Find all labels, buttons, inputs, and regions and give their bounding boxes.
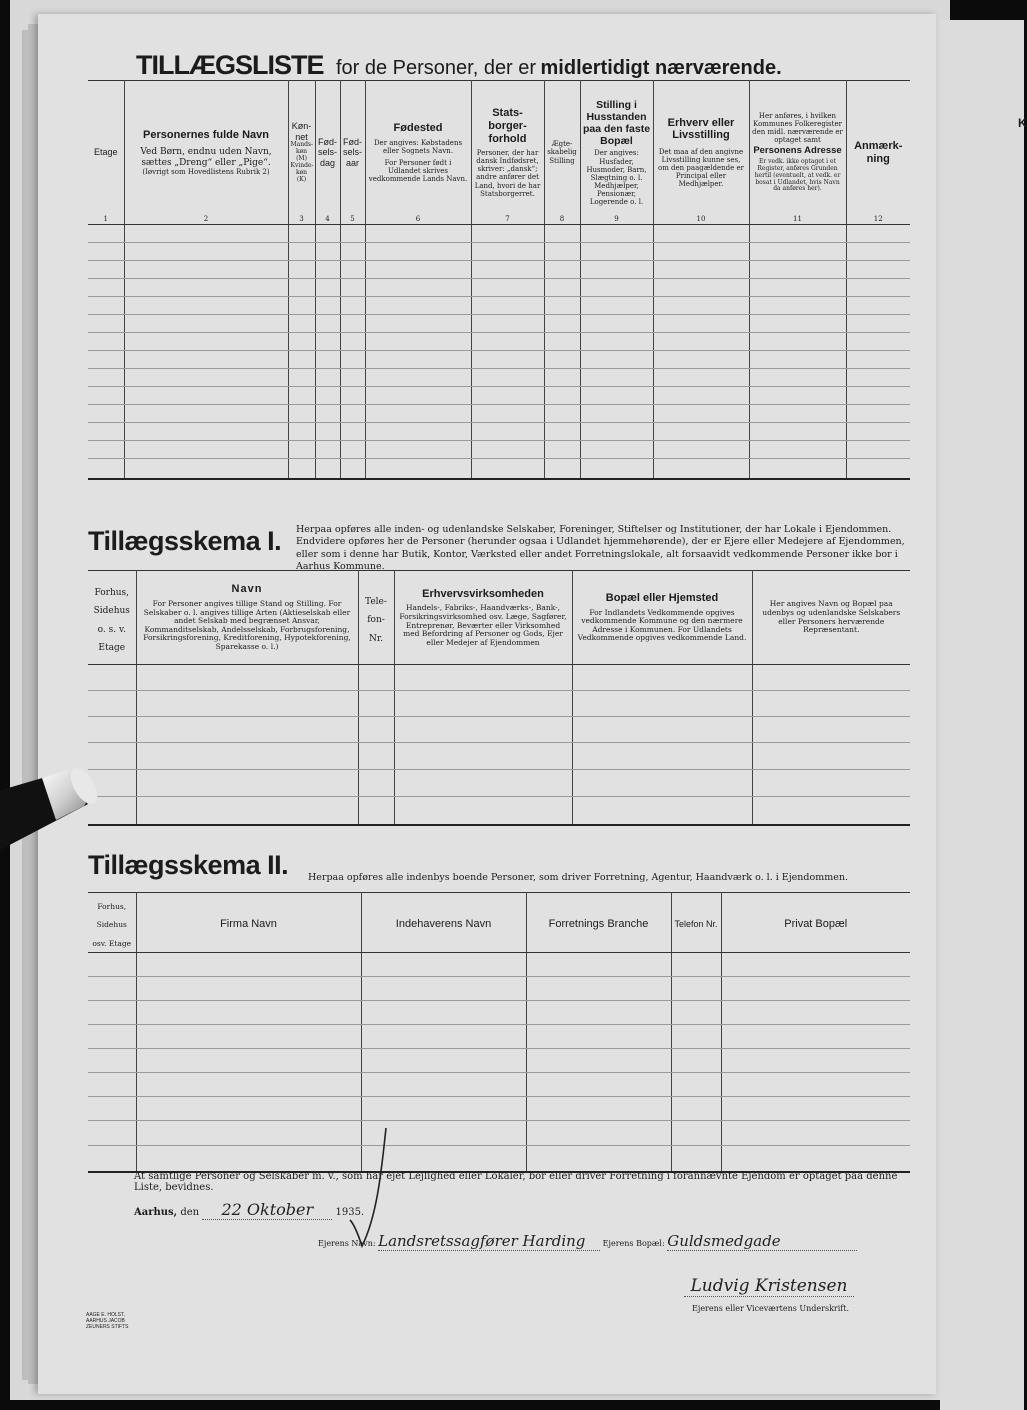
skema2-title: Tillægsskema II. <box>88 850 289 880</box>
col-adresse: Her anføres, i hvilken Kommunes Folkeregister den midl. nærværende er optaget samt Personens Adresse Er vedk. ikke optaget i et Register, anføres Grunden hertil (eventuelt, at vedk. er bosat i Udlandet, hvis Navn da anføres her). 11 <box>749 81 846 225</box>
title-mid: for de Personer, der er <box>335 57 537 79</box>
pen-icon <box>0 740 130 890</box>
s2-col-firma: Firma Navn <box>136 893 361 953</box>
s1-col-navn: Navn For Personer angives tillige Stand og Stilling. For Selskaber o. l. angives tillige Arten (Aktieselskab eller andet Selskab med begrænset Ansvar, Kommanditselskab, Andelsselskab, Forbrugsforening, Forsikringsforening, Kreditforening, Hypotekforening, Sparekasse o. l.) <box>136 571 358 665</box>
col-fodselsaar: Fød-sels-aar 5 <box>340 81 365 225</box>
s2-col-branche: Forretnings Branche <box>526 893 671 953</box>
year-label: 1935. <box>335 1207 365 1218</box>
owner-address-label: Ejerens Bopæl: <box>602 1239 665 1248</box>
col-fodested: Fødested Der angives: Købstadens eller Sognets Navn. For Personer født i Udlandet skrives vedkommende Lands Navn. 6 <box>365 81 471 225</box>
title-main: TILLÆGSLISTE <box>136 50 324 80</box>
skema2-description: Herpaa opføres alle indenbys boende Personer, som driver Forretning, Agentur, Haandværk o. l. i Ejendommen. <box>308 872 848 883</box>
attestation-text: At samtlige Personer og Selskaber m. v., som har ejet Lejlighed eller Lokaler, bor eller driver Forretning i forannævnte Ejendom er optaget paa denne Liste, bevidnes. <box>134 1171 898 1193</box>
s1-col-telefon: Tele-fon-Nr. <box>358 571 394 665</box>
skema1-title: Tillægsskema I. <box>88 526 282 556</box>
skema1-description: Herpaa opføres alle inden- og udenlandske Selskaber, Foreninger, Stiftelser og Institutioner, der har Lokale i Ejendommen. Endvidere opføres her de Personer (herunder ogsaa i Udlandet hjemmehørende), der er Ejere eller Medejere af Ejendommen, eller som i denne har Butik, Kontor, Værksted eller andet Forretningslokale, alt forsaavidt vedkommende Personer ikke bor i Aarhus Kommune. <box>296 524 905 573</box>
den-label: den <box>180 1207 200 1218</box>
right-page-letter: K <box>1018 116 1027 130</box>
col-etage: Etage 1 <box>88 81 124 225</box>
col-aegteskab: Ægte-skabelig Stilling 8 <box>544 81 580 225</box>
col-erhverv: Erhverv eller Livsstilling Det maa af den angivne Livsstilling kunne ses, om den paagældende er Principal eller Medhjælper. 10 <box>653 81 749 225</box>
signature-handwritten: Ludvig Kristensen <box>690 1276 848 1296</box>
signature-label: Ejerens eller Viceværtens Underskrift. <box>692 1304 850 1313</box>
s2-col-telefon: Telefon Nr. <box>671 893 721 953</box>
skema2-table <box>88 892 910 1173</box>
s1-col-bopael: Bopæl eller Hjemsted For Indlandets Vedkommende opgives vedkommende Kommune og den nærmere Adresse i Kommunen. For Udlandets Vedkommende opgives vedkommende Land. <box>572 571 752 665</box>
col-stilling: Stilling i Husstanden paa den faste Bopæl Der angives: Husfader, Husmoder, Barn, Slægtning o. l. Medhjælper, Pensionær, Logerende o. l. 9 <box>580 81 653 225</box>
title-end: midlertidigt nærværende. <box>540 57 782 79</box>
owner-name-handwritten: Landsretssagfører Harding <box>378 1232 586 1250</box>
col-anmaerkning: Anmærk-ning 12 <box>846 81 910 225</box>
owner-name-field <box>378 1232 600 1251</box>
skema1-table <box>88 570 910 826</box>
col-navn: Personernes fulde Navn Ved Børn, endnu uden Navn, sættes „Dreng“ eller „Pige“. (Iøvrigt som Hovedlistens Rubrik 2) 2 <box>124 81 288 225</box>
owner-name-line <box>318 1232 857 1251</box>
s2-col-etage: Forhus, Sidehus osv. Etage <box>88 893 136 953</box>
owner-address-field <box>667 1232 857 1251</box>
date-field <box>202 1200 332 1220</box>
place-label: Aarhus, <box>134 1207 178 1218</box>
printer-mark: AAGE E. HOLST, AARHUS JACOB ZEUNERS STIFTS <box>86 1312 129 1330</box>
col-fodselsdag: Fød-sels-dag 4 <box>315 81 340 225</box>
s1-col-etage: Forhus, Sidehus o. s. v. Etage <box>88 571 136 665</box>
pen-object <box>0 740 130 890</box>
main-table <box>88 80 910 480</box>
s1-col-erhverv: Erhvervsvirksomheden Handels-, Fabriks-, Haandværks-, Bank-, Forsikringsvirksomhed osv. Læge, Sagfører, Entreprenør, Beværter eller Virksomhed med Befordring af Personer og Gods, Ejer eller Medejer af Ejendommen <box>394 571 572 665</box>
owner-address-handwritten: Guldsmedgade <box>667 1232 781 1250</box>
col-kon: Køn-net Mands-køn (M) Kvinde-køn (K) 3 <box>288 81 315 225</box>
right-page <box>940 20 1027 1410</box>
signature-field <box>684 1276 854 1297</box>
s2-col-indehaver: Indehaverens Navn <box>361 893 526 953</box>
date-handwritten: 22 Oktober <box>221 1200 314 1219</box>
date-line <box>134 1200 364 1220</box>
pen-stroke <box>335 1124 398 1254</box>
s2-col-bopael: Privat Bopæl <box>721 893 910 953</box>
owner-name-label: Ejerens Navn: <box>318 1239 376 1248</box>
main-title <box>136 50 782 81</box>
form-page <box>38 14 936 1394</box>
col-statsborger: Stats-borger-forhold Personer, der har dansk Indfødsret, skriver: „dansk“; andre anfører det Land, hvori de har Statsborgerret. 7 <box>471 81 544 225</box>
s1-col-repr: Her angives Navn og Bopæl paa udenbys og udenlandske Selskabers eller Personers herværende Repræsentant. <box>752 571 910 665</box>
